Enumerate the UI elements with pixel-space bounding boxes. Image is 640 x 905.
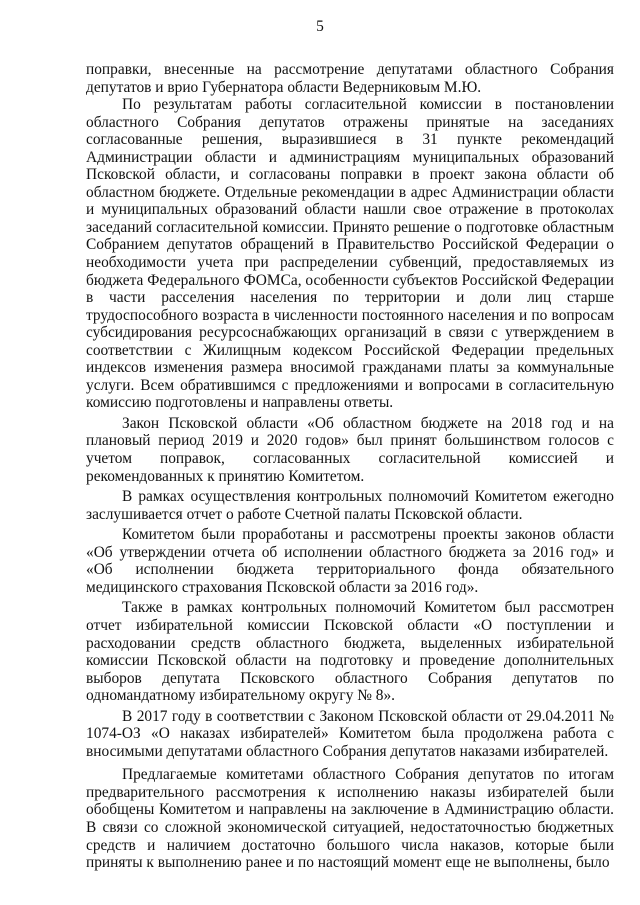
paragraph-budget-execution-reports: Комитетом были проработаны и рассмотрены проекты законов области «Об утверждении отчета об исполнении областного бюджета за 2016 год» и «Об исполнении бюджета территориального фонда обязательного медицинского страхования Псковской области за 2016 год».: [86, 526, 614, 596]
document-body: [86, 61, 614, 872]
page-number: 5: [316, 18, 324, 35]
paragraph-voter-mandates-law: В 2017 году в соответствии с Законом Псковской области от 29.04.2011 № 1074-ОЗ «О наказах избирателей» Комитетом была продолжена работа с вносимыми депутатами областного Собрания депутатов наказами избирателей.: [86, 707, 614, 760]
paragraph-budget-law-adoption: Закон Псковской области «Об областном бюджете на 2018 год и на плановый период 2019 и 2020 годов» был принят большинством голосов с учетом поправок, согласованных согласительной комиссией и рекомендованных к принятию Комитетом.: [86, 414, 614, 485]
paragraph-audit-chamber-report: В рамках осуществления контрольных полномочий Комитетом ежегодно заслушивается отчет о работе Счетной палаты Псковской области.: [86, 488, 614, 523]
paragraph-election-commission-report: Также в рамках контрольных полномочий Комитетом был рассмотрен отчет избирательной комиссии Псковской области «О поступлении и расходовании средств областного бюджета, выделенных избирательной комиссии Псковской области на подготовку и проведение дополнительных выборов депутата Псковского областного Собрания депутатов по одномандатному избирательному округу № 8».: [86, 599, 614, 705]
paragraph-conciliation-commission-results: По результатам работы согласительной комиссии в постановлении областного Собрания депутатов отражены принятые на заседаниях согласованные решения, выразившиеся в 31 пункте рекомендаций Администрации области и администрациям муниципальных образований Псковской области, и согласованы поправки в проект закона области об областном бюджете. Отдельные рекомендации в адрес Администрации области и муниципальных образований области нашли свое отражение в протоколах заседаний согласительной комиссии. Принято решение о подготовке областным Собранием депутатов обращений в Правительство Российской Федерации о необходимости учета при распределении субвенций, предоставляемых из бюджета Федерального ФОМСа, особенности субъектов Российской Федерации в части расселения населения по территории и доли лиц старше трудоспособного возраста в численности постоянного населения и по вопросам субсидирования ресурсоснабжающих организаций в связи с утверждением в соответствии с Жилищным кодексом Российской Федерации предельных индексов изменения размера вносимой гражданами платы за коммунальные услуги. Всем обратившимся с предложениями и вопросами в согласительную комиссию подготовлены и направлены ответы.: [86, 96, 614, 412]
paragraph-voter-mandates-summary: Предлагаемые комитетами областного Собрания депутатов по итогам предварительного рассмотрения к исполнению наказы избирателей были обобщены Комитетом и направлены на заключение в Администрацию области. В связи со сложной экономической ситуацией, недостаточностью бюджетных средств и наличием достаточно большого числа наказов, которые были приняты к выполнению ранее и по настоящий момент еще не выполнены, было: [86, 766, 614, 872]
paragraph-amendments-continued: поправки, внесенные на рассмотрение депутатами областного Собрания депутатов и врио Губернатора области Ведерниковым М.Ю.: [86, 61, 614, 96]
